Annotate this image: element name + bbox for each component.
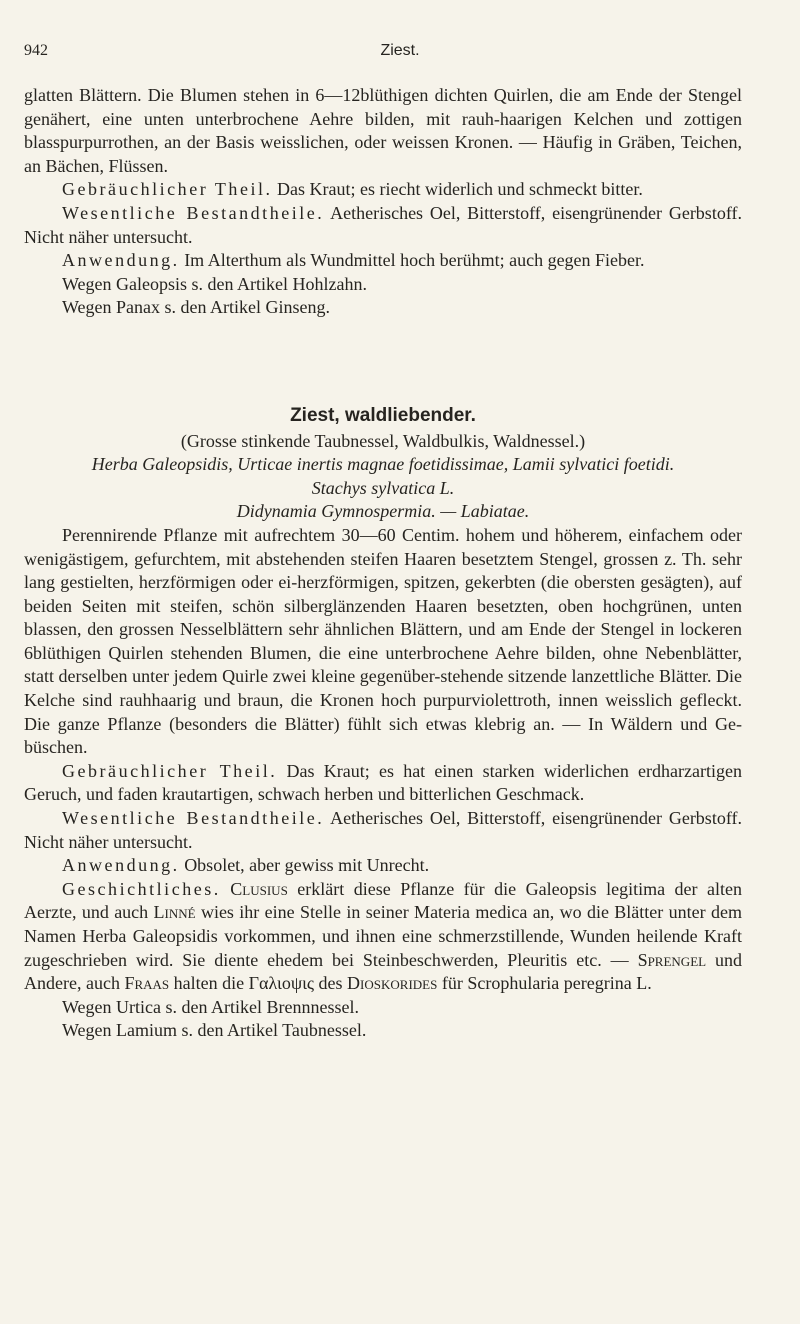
running-head: Ziest. xyxy=(380,42,420,59)
prev-entry-paragraph: glatten Blättern. Die Blumen stehen in 6—12blüthigen dichten Quirlen, die am Ende der Stengel genähert, eine unten unterbrochene Aehre bilden, mit rauh-haarigen Kelchen und zottigen blasspurpurrothen, an der Basis weisslichen, oder weissen Kronen. — Häufig in Gräben, Teichen, an Bächen, Flüssen. xyxy=(24,85,742,176)
entry-botanical-name: Stachys sylvatica L. xyxy=(311,477,455,498)
author-name: Fraas xyxy=(124,973,170,994)
section-text: erklärt diese Pflanze für die Galeopsis legitima der alten Aerzte, und auch xyxy=(24,878,743,923)
cross-reference: Wegen Lamium s. den Artikel Taubnessel. xyxy=(62,1020,367,1041)
section-text: Obsolet, aber gewiss mit Unrecht. xyxy=(179,855,430,876)
section-text: Das Kraut; es riecht widerlich und schmeckt bitter. xyxy=(272,179,643,200)
section-label: Anwendung. xyxy=(62,855,180,876)
author-name: Dioskorides xyxy=(347,973,438,994)
section-label: Geschichtliches. xyxy=(62,878,221,899)
section-label: Gebräuchlicher Theil. xyxy=(62,179,273,200)
cross-reference: Wegen Galeopsis s. den Artikel Hohlzahn. xyxy=(62,273,367,294)
section-label: Gebräuchlicher Theil. xyxy=(62,760,278,781)
entry-classification: Didynamia Gymnospermia. — Labiatae. xyxy=(236,501,530,522)
entry-teil xyxy=(24,760,742,807)
cross-reference: Wegen Urtica s. den Artikel Brennnessel. xyxy=(62,996,359,1017)
author-name: Linné xyxy=(153,902,196,923)
author-name: Sprengel xyxy=(637,949,707,970)
section-text: halten die Γαλιοψις des xyxy=(169,973,348,994)
entry-synonyms: (Grosse stinkende Taubnessel, Waldbulkis, Waldnessel.) xyxy=(180,430,586,451)
section-text: für Scrophularia peregrina L. xyxy=(437,973,652,994)
prev-entry-anwendung xyxy=(24,249,742,273)
page-header xyxy=(24,42,776,72)
section-label: Anwendung. xyxy=(62,250,180,271)
prev-entry-teil xyxy=(24,178,742,202)
page-number: 942 xyxy=(24,42,48,59)
prev-entry-bestandtheile xyxy=(24,202,742,249)
section-text: Im Alterthum als Wundmittel hoch berühmt; auch gegen Fieber. xyxy=(179,250,645,271)
section-text: Aetherisches Oel, Bitterstoff, eisengrünender Gerbstoff. Nicht näher untersucht. xyxy=(24,808,742,852)
entry-title: Ziest, waldliebender. xyxy=(290,404,476,426)
entry-description: Perennirende Pflanze mit aufrechtem 30—60 Centim. hohem und höherem, einfachem oder wenigästigem, gefurchtem, mit abstehenden steifen Haaren besetztem Stengel, grossen z. Th. sehr lang gestielten, herzförmigen oder ei-herzförmigen, spitzen, gekerbten (die obersten gesägten), auf beiden Seiten mit steifen, schön silberglänzenden Haaren besetzten, oben hochgrünen, unten blassen, den grossen Nesselblättern sehr ähnlichen Blättern, und am Ende der Stengel in lockeren 6blüthigen Quirlen stehenden Blumen, die eine unterbrochene Aehre bilden, ohne Nebenblätter, statt derselben unter jedem Quirle zwei kleine gegenüber-stehende sitzende lanzettliche Blätter. Die Kelche sind rauhhaarig und braun, die Kronen hoch purpurviolettroth, innen weisslich gefleckt. Die ganze Pflanze (besonders die Blätter) fühlt sich etwas klebrig an. — In Wäldern und Ge-büschen. xyxy=(24,524,742,758)
cross-reference: Wegen Panax s. den Artikel Ginseng. xyxy=(62,297,330,318)
section-text: Aetherisches Oel, Bitterstoff, eisengrünender Gerbstoff. Nicht näher untersucht. xyxy=(24,202,742,247)
entry-anwendung xyxy=(24,854,742,878)
section-text: wies ihr eine Stelle in seiner Materia medica an, wo die Blätter unter dem Namen Herba Galeopsidis vorkommen, und ihnen eine schmerzstillende, Wunden heilende Kraft zugeschrieben wird. Sie diente ehedem bei Steinbeschwerden, Pleuritis etc. — xyxy=(24,902,742,970)
section-label: Wesentliche Bestandtheile. xyxy=(62,808,325,829)
entry-bestandtheile xyxy=(24,807,742,854)
section-label: Wesentliche Bestandtheile. xyxy=(62,202,325,223)
section-text: und Andere, auch xyxy=(24,949,743,994)
section-text: Das Kraut; es hat einen starken widerlichen erdharzartigen Geruch, und faden krautartigen, schwach herben und bitterlichen Geschmack. xyxy=(24,760,742,805)
entry-latin-names: Herba Galeopsidis, Urticae inertis magnae foetidissimae, Lamii sylvatici foetidi. xyxy=(91,454,675,475)
body-text xyxy=(24,84,742,1043)
entry-geschichtliches xyxy=(24,878,742,996)
author-name: Clusius xyxy=(230,878,288,899)
